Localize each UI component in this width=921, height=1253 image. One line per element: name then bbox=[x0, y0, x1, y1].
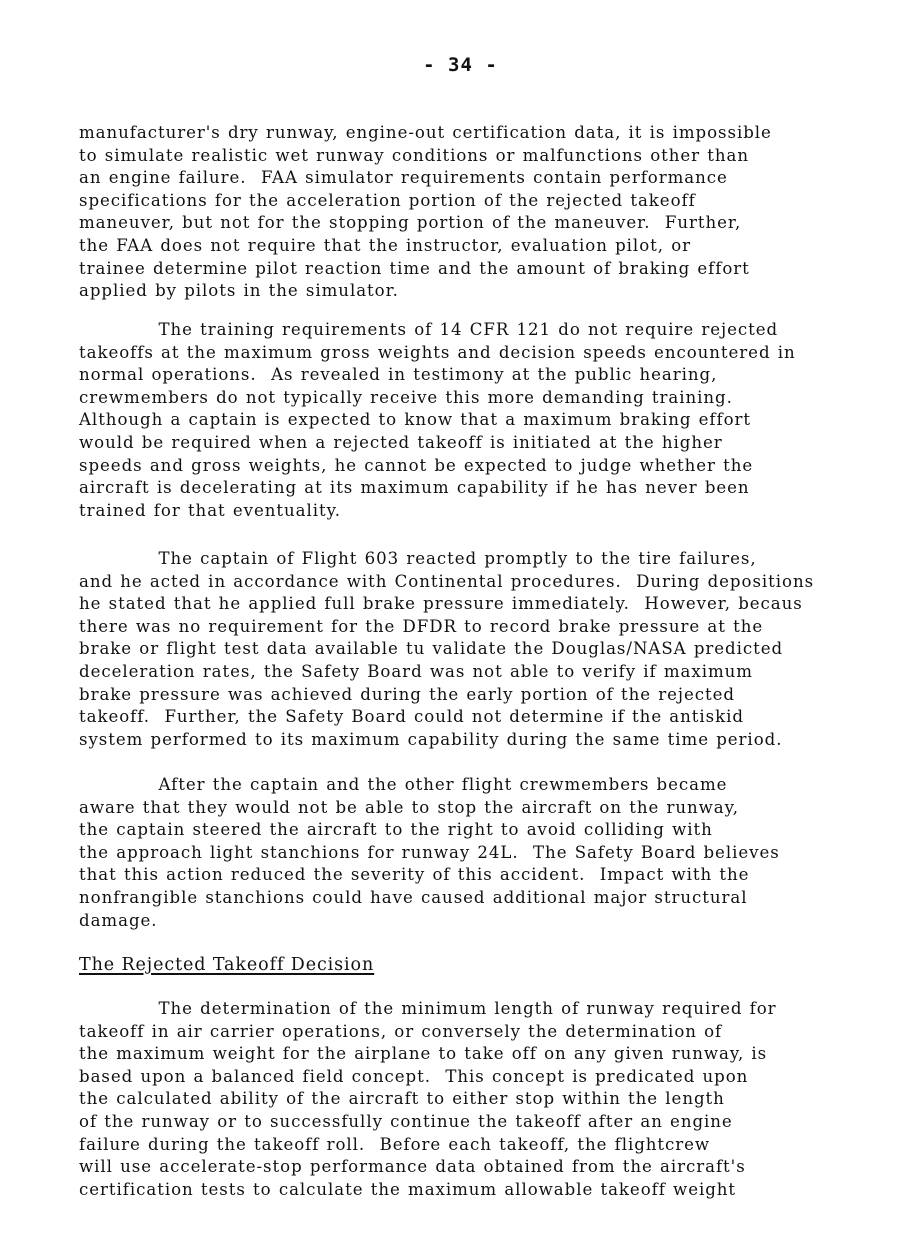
text-line: aware that they would not be able to stop the aircraft on the runway, bbox=[79, 797, 739, 817]
paragraph-steering-action bbox=[79, 774, 919, 932]
text-line: he stated that he applied full brake pressure immediately. However, becaus bbox=[79, 594, 803, 614]
text-line: certification tests to calculate the maximum allowable takeoff weight bbox=[79, 1179, 737, 1199]
paragraph-balanced-field bbox=[79, 998, 919, 1201]
text-line: takeoffs at the maximum gross weights and decision speeds encountered in bbox=[79, 342, 796, 362]
text-line: the maximum weight for the airplane to take off on any given runway, is bbox=[79, 1044, 768, 1064]
text-line: brake pressure was achieved during the early portion of the rejected bbox=[79, 684, 735, 704]
text-line: will use accelerate-stop performance data obtained from the aircraft's bbox=[79, 1157, 746, 1177]
text-line: nonfrangible stanchions could have caused additional major structural bbox=[79, 887, 748, 907]
text-line: brake or flight test data available tu validate the Douglas/NASA predicted bbox=[79, 639, 784, 659]
text-line: the approach light stanchions for runway 24L. The Safety Board believes bbox=[79, 842, 780, 862]
text-line: takeoff in air carrier operations, or conversely the determination of bbox=[79, 1021, 723, 1041]
text-line: based upon a balanced field concept. This concept is predicated upon bbox=[79, 1066, 749, 1086]
text-line: the calculated ability of the aircraft to either stop within the length bbox=[79, 1089, 725, 1109]
text-line: aircraft is decelerating at its maximum capability if he has never been bbox=[79, 478, 750, 498]
text-line: of the runway or to successfully continue the takeoff after an engine bbox=[79, 1111, 733, 1131]
text-line: manufacturer's dry runway, engine-out certification data, it is impossible bbox=[79, 123, 772, 142]
text-line: specifications for the acceleration portion of the rejected takeoff bbox=[79, 190, 696, 210]
text-line: takeoff. Further, the Safety Board could not determine if the antiskid bbox=[79, 707, 744, 727]
section-heading: The Rejected Takeoff Decision bbox=[79, 955, 375, 975]
text-line: applied by pilots in the simulator. bbox=[79, 281, 399, 301]
text-line: an engine failure. FAA simulator requirements contain performance bbox=[79, 168, 728, 188]
text-line: trainee determine pilot reaction time and the amount of braking effort bbox=[79, 258, 750, 278]
paragraph-captain-reaction bbox=[79, 548, 919, 751]
paragraph-simulator-limitations bbox=[79, 122, 919, 303]
text-line: system performed to its maximum capability during the same time period. bbox=[79, 729, 783, 749]
text-line: Although a captain is expected to know that a maximum braking effort bbox=[79, 410, 752, 430]
text-line: failure during the takeoff roll. Before each takeoff, the flightcrew bbox=[79, 1134, 711, 1154]
text-line: The determination of the minimum length of runway required for bbox=[79, 999, 777, 1018]
text-line: and he acted in accordance with Continental procedures. During depositions bbox=[79, 571, 815, 591]
text-line: crewmembers do not typically receive this more demanding training. bbox=[79, 387, 733, 407]
text-line: trained for that eventuality. bbox=[79, 500, 341, 520]
text-line: the FAA does not require that the instructor, evaluation pilot, or bbox=[79, 235, 692, 255]
text-line: there was no requirement for the DFDR to record brake pressure at the bbox=[79, 616, 764, 636]
text-line: damage. bbox=[79, 910, 158, 930]
text-line: After the captain and the other flight crewmembers became bbox=[79, 775, 728, 794]
text-line: would be required when a rejected takeoff is initiated at the higher bbox=[79, 432, 723, 452]
text-line: The training requirements of 14 CFR 121 do not require rejected bbox=[79, 320, 779, 339]
text-line: that this action reduced the severity of this accident. Impact with the bbox=[79, 865, 750, 885]
text-line: normal operations. As revealed in testimony at the public hearing, bbox=[79, 365, 718, 385]
text-line: speeds and gross weights, he cannot be expected to judge whether the bbox=[79, 455, 754, 475]
text-line: maneuver, but not for the stopping portion of the maneuver. Further, bbox=[79, 213, 742, 233]
text-line: the captain steered the aircraft to the right to avoid colliding with bbox=[79, 820, 713, 840]
text-line: The captain of Flight 603 reacted promptly to the tire failures, bbox=[79, 549, 757, 568]
text-line: to simulate realistic wet runway conditions or malfunctions other than bbox=[79, 145, 750, 165]
page-number: - 34 - bbox=[423, 54, 498, 76]
text-line: deceleration rates, the Safety Board was not able to verify if maximum bbox=[79, 661, 753, 681]
paragraph-training-requirements bbox=[79, 319, 919, 522]
